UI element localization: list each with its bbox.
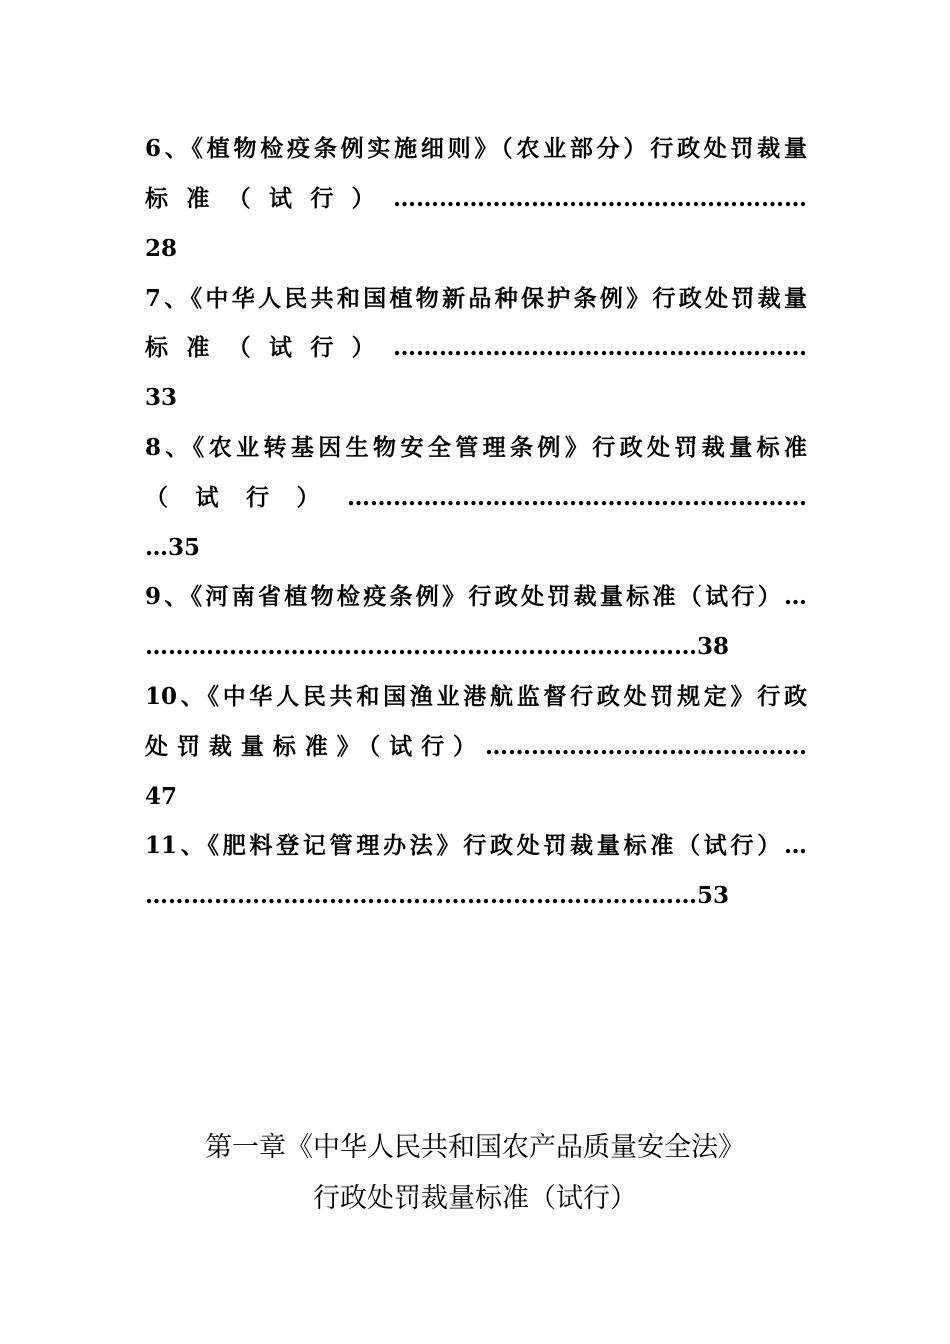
toc-entry-10-line-2: 处罚裁量标准》（试行）…………………………………… [145,733,807,760]
toc-entry-7-line-2: 标准（试行）……………………………………………… [145,334,807,361]
toc-entry-8-line-2: （试行）…………………………………………………… [145,484,807,511]
toc-entry-8-line-1: 8、《农业转基因生物安全管理条例》行政处罚裁量标准 [145,434,807,461]
toc-entry-7-page-number: 33 [145,384,178,411]
toc-entry-8-page-number: …35 [145,534,201,561]
toc-entry-11-line-2: ………………………………………………………………53 [145,882,730,909]
toc-entry-6-line-1: 6、《植物检疫条例实施细则》（农业部分）行政处罚裁量 [145,135,807,162]
toc-entry-7-line-1: 7、《中华人民共和国植物新品种保护条例》行政处罚裁量 [145,285,807,312]
toc-entry-6-page-number: 28 [145,235,178,262]
chapter-title-line-1: 第一章《中华人民共和国农产品质量安全法》 [205,1132,745,1163]
toc-entry-10-page-number: 47 [145,783,178,810]
toc-entry-10-line-1: 10、《中华人民共和国渔业港航监督行政处罚规定》行政 [145,683,807,710]
toc-entry-11-line-1: 11、《肥料登记管理办法》行政处罚裁量标准（试行）… [145,832,807,859]
toc-entry-6-line-2: 标准（试行）……………………………………………… [145,185,807,212]
chapter-title-line-2: 行政处罚裁量标准（试行） [313,1183,637,1214]
toc-entry-9-line-2: ………………………………………………………………38 [145,633,730,660]
toc-entry-9-line-1: 9、《河南省植物检疫条例》行政处罚裁量标准（试行）… [145,583,807,610]
